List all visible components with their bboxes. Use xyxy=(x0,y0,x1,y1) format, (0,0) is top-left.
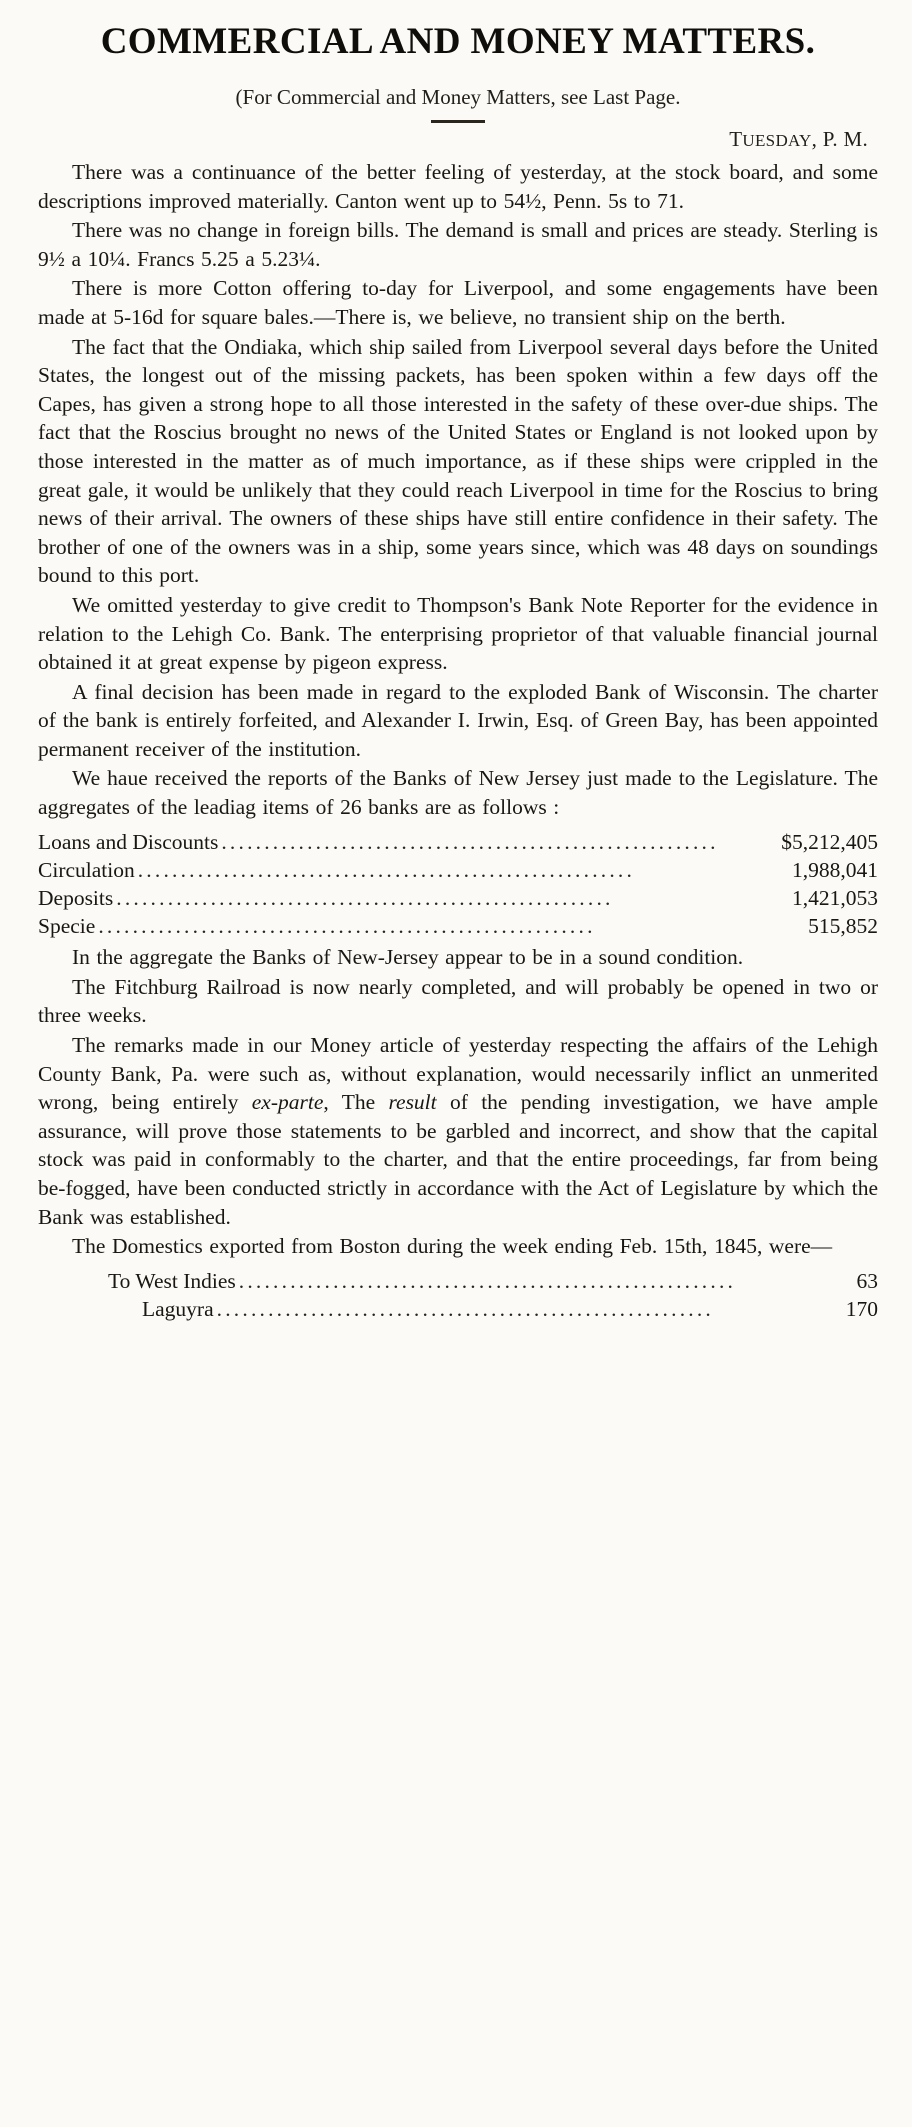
paragraph-thompsons-bank-note-reporter: We omitted yesterday to give credit to Thompson's Bank Note Reporter for the evidence in relation to the Lehigh Co. Bank. The enterprising proprietor of that valuable financial journal obtained it at great expense by pigeon express. xyxy=(38,592,878,675)
paragraph-lehigh-county-bank xyxy=(38,1031,878,1231)
row-value: 63 xyxy=(856,1268,878,1293)
paragraph-cotton: There is more Cotton offering to-day for Liverpool, and some engagements have been made at 5-16d for square bales.—There is, we believe, no transient ship on the berth. xyxy=(38,276,878,329)
leader-dots: .......................................................... xyxy=(216,1296,714,1321)
row-label: Specie xyxy=(38,914,96,939)
paragraph-bank-of-wisconsin: A final decision has been made in regard to the exploded Bank of Wisconsin. The charter of the bank is entirely forfeited, and Alexander I. Irwin, Esq. of Green Bay, has been appointed permanent receiver of the institution. xyxy=(38,679,878,761)
article-column xyxy=(38,0,878,1326)
leader-dots: .......................................................... xyxy=(98,914,596,939)
lehigh-text-1: The remarks made in our Money article of yesterday respecting the affairs of the Lehigh County Bank, Pa. were such as, without explanation, would necessarily inflict an unmerited wrong, being entirely xyxy=(38,1033,878,1115)
row-label: Deposits xyxy=(38,885,114,910)
table-row xyxy=(38,828,878,856)
table-row xyxy=(38,856,878,884)
paragraph-aggregate-condition: In the aggregate the Banks of New-Jersey appear to be in a sound condition. xyxy=(72,945,744,970)
paragraph-domestics-exported: The Domestics exported from Boston during the week ending Feb. 15th, 1845, were— xyxy=(72,1234,833,1259)
dateline: TUESDAY, P. M. xyxy=(729,127,868,151)
leader-dots: .......................................................... xyxy=(116,885,614,910)
row-value: 515,852 xyxy=(808,914,878,939)
row-value: 1,988,041 xyxy=(792,857,878,882)
lehigh-italic-result: result xyxy=(388,1090,437,1115)
lehigh-text-3: of the pending investigation, we have ample assurance, will prove those statements to be garbled and incorrect, and show that the capital stock was paid in conformably to the charter, and that the entire proceedings, far from being be-fogged, have been conducted strictly in accordance with the Act of Legislature by which the Bank was established. xyxy=(38,1090,879,1229)
row-label: Laguyra xyxy=(142,1296,214,1321)
row-label: Circulation xyxy=(38,857,135,882)
paragraph-ondiaka: The fact that the Ondiaka, which ship sailed from Liverpool several days before the United States, the longest out of the missing packets, has been spoken within a few days off the Capes, has given a strong hope to all those interested in the safety of these over-due ships. The fact that the Roscius brought no news of the United States or England is not looked upon by those interested in the matter as of much importance, as if these ships were crippled in the great gale, it would be unlikely that they could reach Liverpool in time for the Roscius to bring news of their arrival. The owners of these ships have still entire confidence in their safety. The brother of one of the owners was in a ship, some years since, which was 48 days on soundings bound to this port. xyxy=(38,334,878,588)
row-value: $5,212,405 xyxy=(781,829,878,854)
paragraph-fitchburg-railroad: The Fitchburg Railroad is now nearly completed, and will probably be opened in two or three weeks. xyxy=(38,974,878,1028)
divider-rule xyxy=(431,120,485,123)
leader-dots: .......................................................... xyxy=(221,829,719,854)
leader-dots: .......................................................... xyxy=(238,1268,737,1293)
paragraph-new-jersey-banks: We haue received the reports of the Banks of New Jersey just made to the Legislature. The aggregates of the leadiag items of 26 banks are as follows : xyxy=(38,766,878,820)
row-label: Loans and Discounts xyxy=(38,829,219,854)
exports-table xyxy=(38,1267,878,1323)
bank-aggregates-table xyxy=(38,828,878,941)
table-row xyxy=(38,912,878,940)
lehigh-text-2: , The xyxy=(323,1090,389,1115)
table-row xyxy=(38,1267,878,1295)
row-value: 1,421,053 xyxy=(792,885,878,910)
table-row xyxy=(38,884,878,912)
paragraph-stock-board: There was a continuance of the better feeling of yesterday, at the stock board, and some descriptions improved materially. Canton went up to 54½, Penn. 5s to 71. xyxy=(38,160,878,213)
paragraph-foreign-bills: There was no change in foreign bills. The demand is small and prices are steady. Sterling is 9½ a 10¼. Francs 5.25 a 5.23¼. xyxy=(38,218,878,271)
lehigh-italic-ex-parte: ex-parte xyxy=(251,1090,324,1115)
row-value: 170 xyxy=(845,1296,878,1321)
subheadline: (For Commercial and Money Matters, see Last Page. xyxy=(235,85,681,109)
table-row xyxy=(38,1295,878,1323)
row-label: To West Indies xyxy=(108,1268,236,1293)
leader-dots: .......................................................... xyxy=(137,857,636,882)
page-title: COMMERCIAL AND MONEY MATTERS. xyxy=(100,21,816,62)
